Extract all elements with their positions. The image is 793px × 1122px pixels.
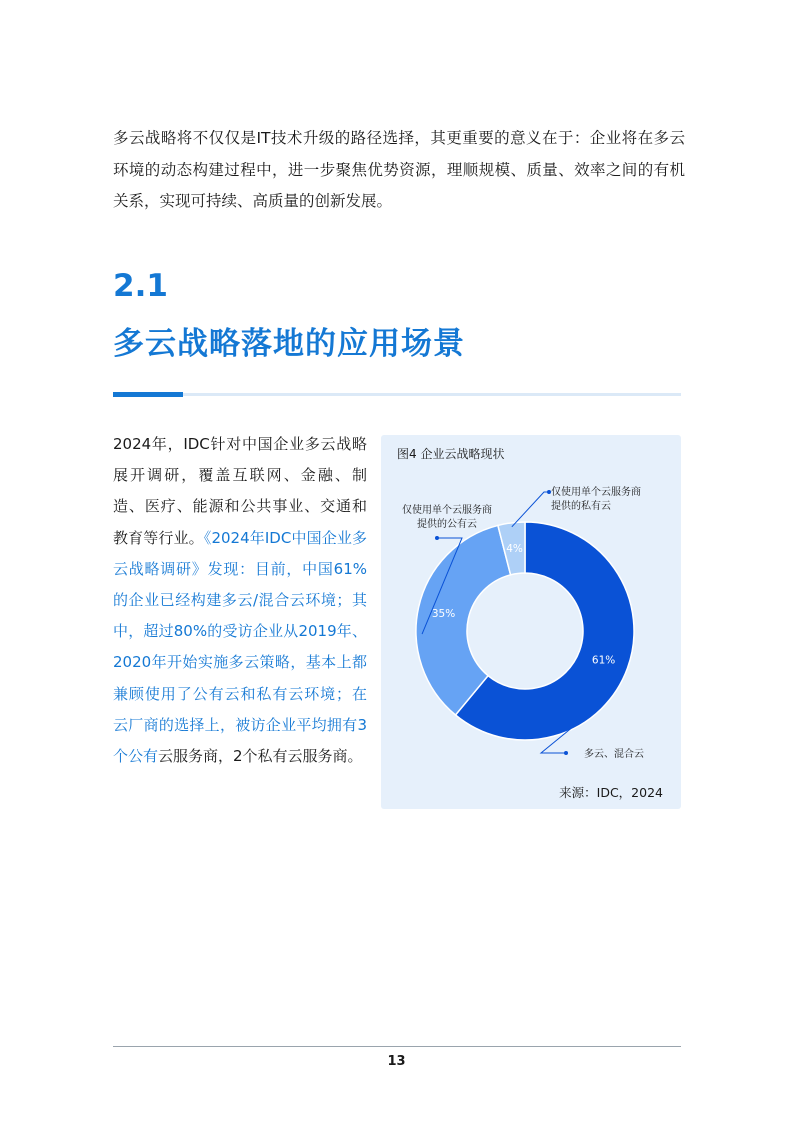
section-divider bbox=[113, 393, 681, 396]
callout-label-0-line-0: 仅使用单个云服务商 bbox=[551, 487, 641, 498]
figure-panel bbox=[381, 435, 681, 809]
callout-label-2-line-0: 多云、混合云 bbox=[584, 749, 644, 760]
donut-chart bbox=[381, 435, 681, 809]
slice-value-label-0: 61% bbox=[591, 654, 616, 667]
section-divider-accent bbox=[113, 392, 183, 397]
callout-dot-2 bbox=[564, 751, 568, 755]
callout-label-1-line-1: 提供的公有云 bbox=[417, 519, 477, 530]
section-number: 2.1 bbox=[113, 268, 168, 304]
figure-source: 来源：IDC，2024 bbox=[559, 785, 663, 800]
body-paragraph bbox=[113, 429, 367, 772]
section-title: 多云战略落地的应用场景 bbox=[113, 326, 465, 362]
callout-label-0-line-1: 提供的私有云 bbox=[551, 501, 611, 512]
body-text-tail: 云服务商，2个私有云服务商。 bbox=[158, 747, 363, 766]
intro-paragraph: 多云战略将不仅仅是IT技术升级的路径选择，其更重要的意义在于：企业将在多云环境的动态构建过程中，进一步聚焦优势资源，理顺规模、质量、效率之间的有机关系，实现可持续、高质量的创新发展。 bbox=[113, 129, 685, 210]
footer-divider bbox=[113, 1046, 681, 1047]
callout-label-1-line-0: 仅使用单个云服务商 bbox=[402, 505, 492, 516]
body-text-plain: 2024年，IDC针对中国企业多云战略展开调研，覆盖互联网、金融、制造、医疗、能源和公共事业、交通和教育等行业。 bbox=[113, 435, 367, 547]
page-number: 13 bbox=[387, 1054, 406, 1069]
figure-caption: 图4 企业云战略现状 bbox=[397, 447, 505, 461]
body-text-highlight: 《2024年IDC中国企业多云战略调研》发现：目前，中国61%的企业已经构建多云/混合云环境；其中，超过80%的受访企业从2019年、2020年开始实施多云策略，基本上都兼顾使用了公有云和私有云环境；在云厂商的选择上，被访企业平均拥有3个公有 bbox=[113, 528, 367, 766]
slice-value-label-1: 35% bbox=[431, 607, 456, 620]
callout-dot-1 bbox=[435, 536, 439, 540]
slice-value-label-2: 4% bbox=[506, 543, 523, 556]
